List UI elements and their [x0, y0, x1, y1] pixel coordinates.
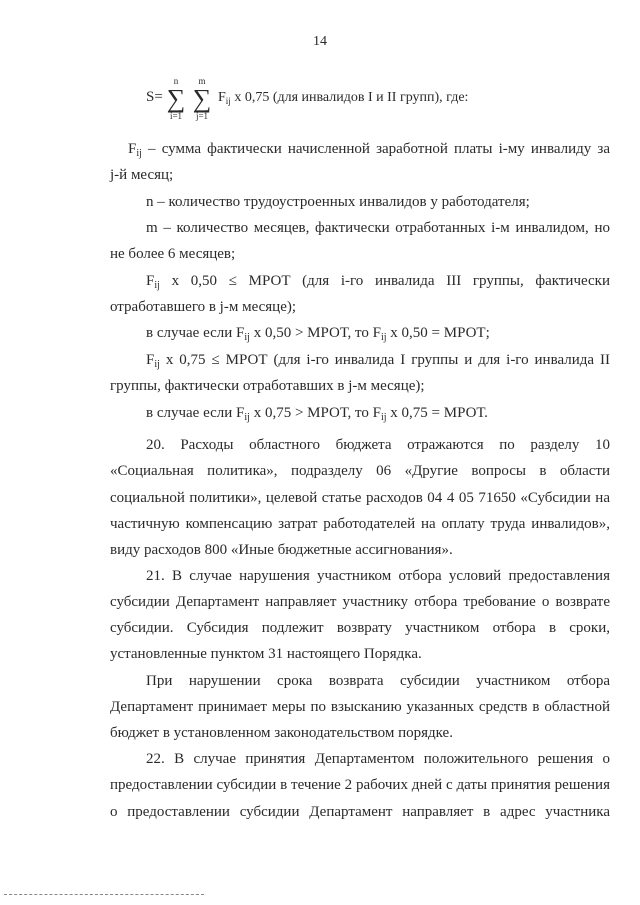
sum-upper-limit-m: m: [198, 76, 206, 86]
p22-line2: предоставлении субсидии в течение 2 рабочих дней с даты принятия решения: [110, 777, 610, 793]
p20-line3: социальной политики», целевой статье расходов 04 4 05 71650 «Субсидии на: [110, 490, 610, 506]
sum-lower-limit-i: i=1: [169, 111, 183, 121]
def-f-line2: j-й месяц;: [110, 167, 174, 183]
p22-line1: 22. В случае принятия Департаментом положительного решения о: [146, 751, 610, 767]
term-var: F: [218, 90, 226, 105]
term-rest: x 0,75 (для инвалидов I и II групп), где:: [230, 90, 469, 105]
sum-sign-i: [162, 76, 190, 121]
sigma-symbol: ∑: [166, 84, 186, 113]
sigma-symbol: ∑: [192, 84, 212, 113]
p21-line4: установленные пунктом 31 настоящего Порядка.: [110, 646, 422, 662]
p20-line2: «Социальная политика», подразделу 06 «Другие вопросы в области: [110, 463, 610, 479]
cond50-line2: отработавшего в j-м месяце);: [110, 299, 297, 315]
p21-line3: субсидии. Субсидия подлежит возврату участником отбора в сроки,: [110, 620, 610, 636]
cond75-line2: группы, фактически отработавших в j-м месяце);: [110, 378, 425, 394]
p22-line3: о предоставлении субсидии Департамент направляет в адрес участника: [110, 804, 610, 820]
formula-lhs: S=: [146, 89, 163, 105]
p21b-line1: При нарушении срока возврата субсидии участником отбора: [146, 673, 610, 689]
p21-line1: 21. В случае нарушения участником отбора условий предоставления: [146, 568, 610, 584]
p20-line5: виду расходов 800 «Иные бюджетные ассигнования».: [110, 542, 453, 558]
cond75-case: в случае если $F_{ij}$ x 0,75 > МРОТ, то $F_{ij}$ x 0,75 = МРОТ.: [146, 405, 488, 423]
p20-line1: 20. Расходы областного бюджета отражаются по разделу 10: [146, 437, 610, 453]
p21b-line3: бюджет в установленном законодательством порядке.: [110, 725, 453, 741]
page-number: 14: [313, 34, 327, 49]
cond50-line1: $F_{ij}$ x 0,50 ≤ МРОТ (для i-го инвалида III группы, фактически: [146, 273, 610, 291]
cond75-line1: $F_{ij}$ x 0,75 ≤ МРОТ (для i-го инвалида I группы и для i-го инвалида II: [146, 352, 610, 370]
term-sub: ij: [225, 96, 231, 106]
p21b-line2: Департамент принимает меры по взысканию указанных средств в областной: [110, 699, 610, 715]
def-f-line1: $F_{ij}$ – сумма фактически начисленной заработной платы i-му инвалиду за: [128, 141, 610, 159]
def-m-line1: m – количество месяцев, фактически отработанных i-м инвалидом, но: [146, 220, 610, 236]
cond50-case: в случае если $F_{ij}$ x 0,50 > МРОТ, то $F_{ij}$ x 0,50 = МРОТ;: [146, 325, 490, 343]
def-n: n – количество трудоустроенных инвалидов у работодателя;: [146, 194, 530, 210]
p20-line4: частичную компенсацию затрат работодателей на оплату труда инвалидов»,: [110, 516, 610, 532]
p21-line2: субсидии Департамент направляет участнику отбора требование о возврате: [110, 594, 610, 610]
sum-sign-j: [188, 76, 216, 121]
def-m-line2: не более 6 месяцев;: [110, 246, 236, 262]
formula-term: [218, 90, 468, 106]
scan-edge-line: [4, 894, 204, 895]
sum-upper-limit-n: n: [173, 76, 179, 86]
sum-lower-limit-j: j=1: [195, 111, 209, 121]
